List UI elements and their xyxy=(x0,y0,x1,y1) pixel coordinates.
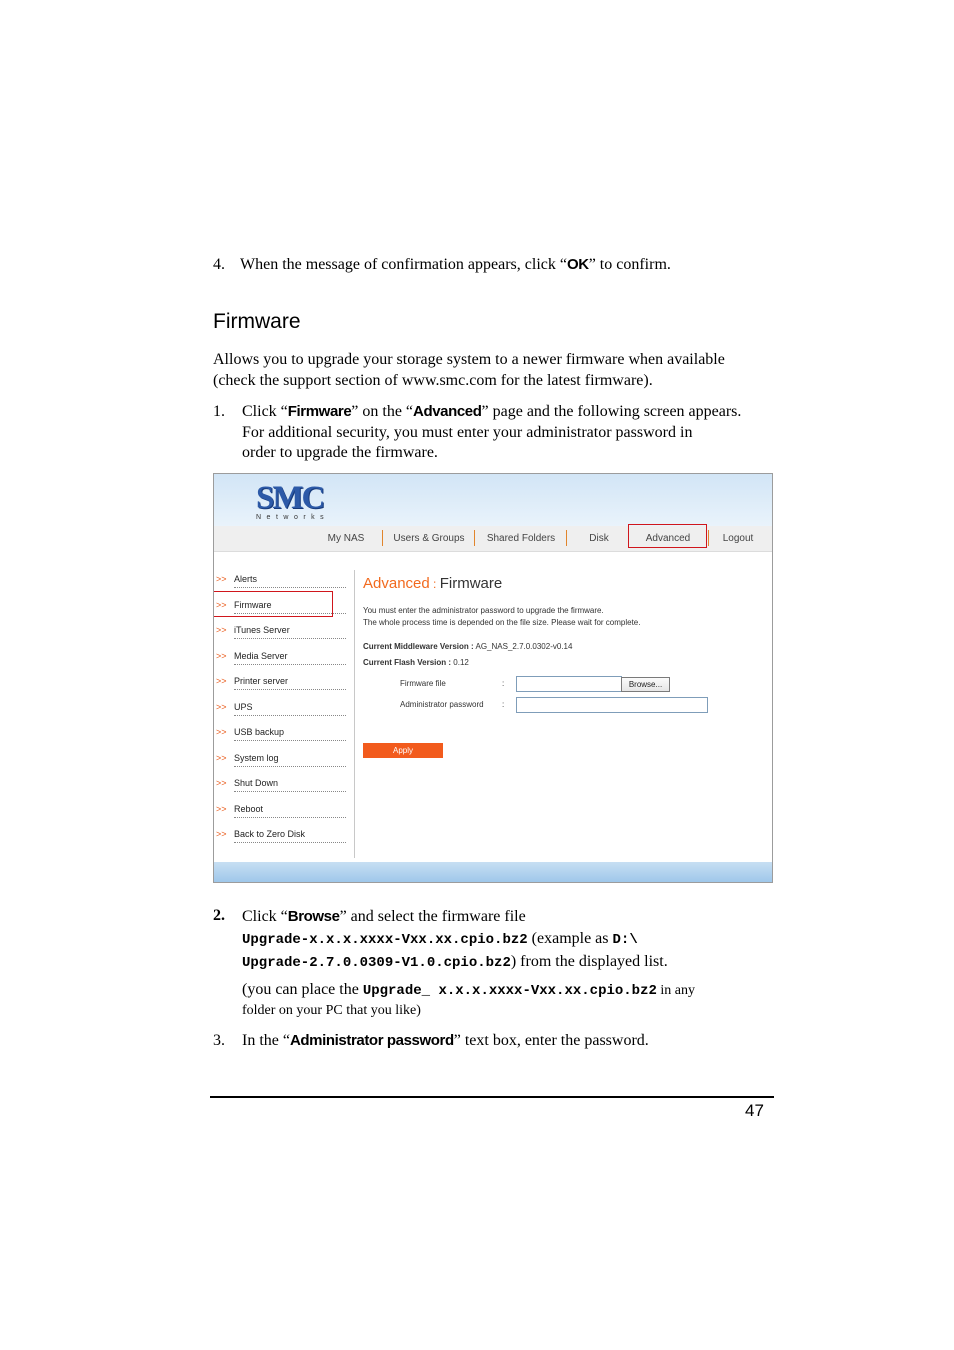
app-header xyxy=(214,474,772,526)
nav-separator xyxy=(474,530,475,546)
browse-button[interactable]: Browse... xyxy=(621,677,670,692)
sidebar-item-shut-down[interactable]: >> Shut Down xyxy=(216,778,346,804)
step-2-note: (you can place the Upgrade_ x.x.x.xxxx-Vxx.xx.cpio.bz2 in any folder on your PC that you like) xyxy=(242,981,695,1018)
page-number: 47 xyxy=(745,1101,764,1120)
step-number: 4. xyxy=(213,256,225,273)
admin-password-input[interactable] xyxy=(516,697,708,713)
nav-disk[interactable]: Disk xyxy=(589,533,609,544)
sidebar-item-itunes-server[interactable]: >> iTunes Server xyxy=(216,625,346,651)
firmware-highlight-box xyxy=(213,591,333,617)
nav-advanced[interactable]: Advanced xyxy=(645,533,691,544)
nav-my-nas[interactable]: My NAS xyxy=(327,533,365,544)
sidebar-item-alerts[interactable]: >> Alerts xyxy=(216,574,346,600)
colon: : xyxy=(502,700,505,709)
nav-separator xyxy=(566,530,567,546)
sidebar-divider xyxy=(354,570,355,858)
app-footer xyxy=(214,862,772,882)
sidebar-item-back-to-zero-disk[interactable]: >> Back to Zero Disk xyxy=(216,829,346,855)
sidebar-item-firmware[interactable]: >> Firmware xyxy=(216,600,346,626)
sidebar-item-printer-server[interactable]: >> Printer server xyxy=(216,676,346,702)
version-info: Current Middleware Version : AG_NAS_2.7.0.0302-v0.14 Current Flash Version : 0.12 xyxy=(363,642,573,667)
footer-rule xyxy=(210,1096,774,1098)
nav-users-groups[interactable]: Users & Groups xyxy=(393,533,465,544)
sidebar-item-reboot[interactable]: >> Reboot xyxy=(216,804,346,830)
firmware-file-input[interactable] xyxy=(516,676,622,692)
sidebar-item-system-log[interactable]: >> System log xyxy=(216,753,346,779)
ok-label: OK xyxy=(566,256,589,273)
smc-logo: SMC Networks xyxy=(256,480,330,521)
firmware-file-label: Firmware file xyxy=(400,679,446,688)
colon: : xyxy=(502,679,505,688)
instructions: You must enter the administrator password to upgrade the firmware. The whole process time is depended on the file size. Please wait for complete. xyxy=(363,606,641,627)
sidebar-item-media-server[interactable]: >> Media Server xyxy=(216,651,346,677)
admin-password-label: Administrator password xyxy=(400,700,484,709)
nav-logout[interactable]: Logout xyxy=(722,533,754,544)
content-title: Advanced : Firmware xyxy=(363,575,503,592)
sidebar-item-usb-backup[interactable]: >> USB backup xyxy=(216,727,346,753)
sidebar-item-ups[interactable]: >> UPS xyxy=(216,702,346,728)
section-title: Firmware xyxy=(213,310,301,333)
nav-separator xyxy=(708,530,709,546)
top-nav xyxy=(214,526,772,552)
apply-button[interactable]: Apply xyxy=(363,743,443,758)
intro-paragraph: Allows you to upgrade your storage system to a newer firmware when available (check the support section of www.smc.com for the latest firmware). xyxy=(213,351,725,389)
nav-separator xyxy=(382,530,383,546)
advanced-highlight-box xyxy=(628,524,707,548)
nav-shared-folders[interactable]: Shared Folders xyxy=(486,533,556,544)
firmware-screenshot xyxy=(213,473,773,883)
